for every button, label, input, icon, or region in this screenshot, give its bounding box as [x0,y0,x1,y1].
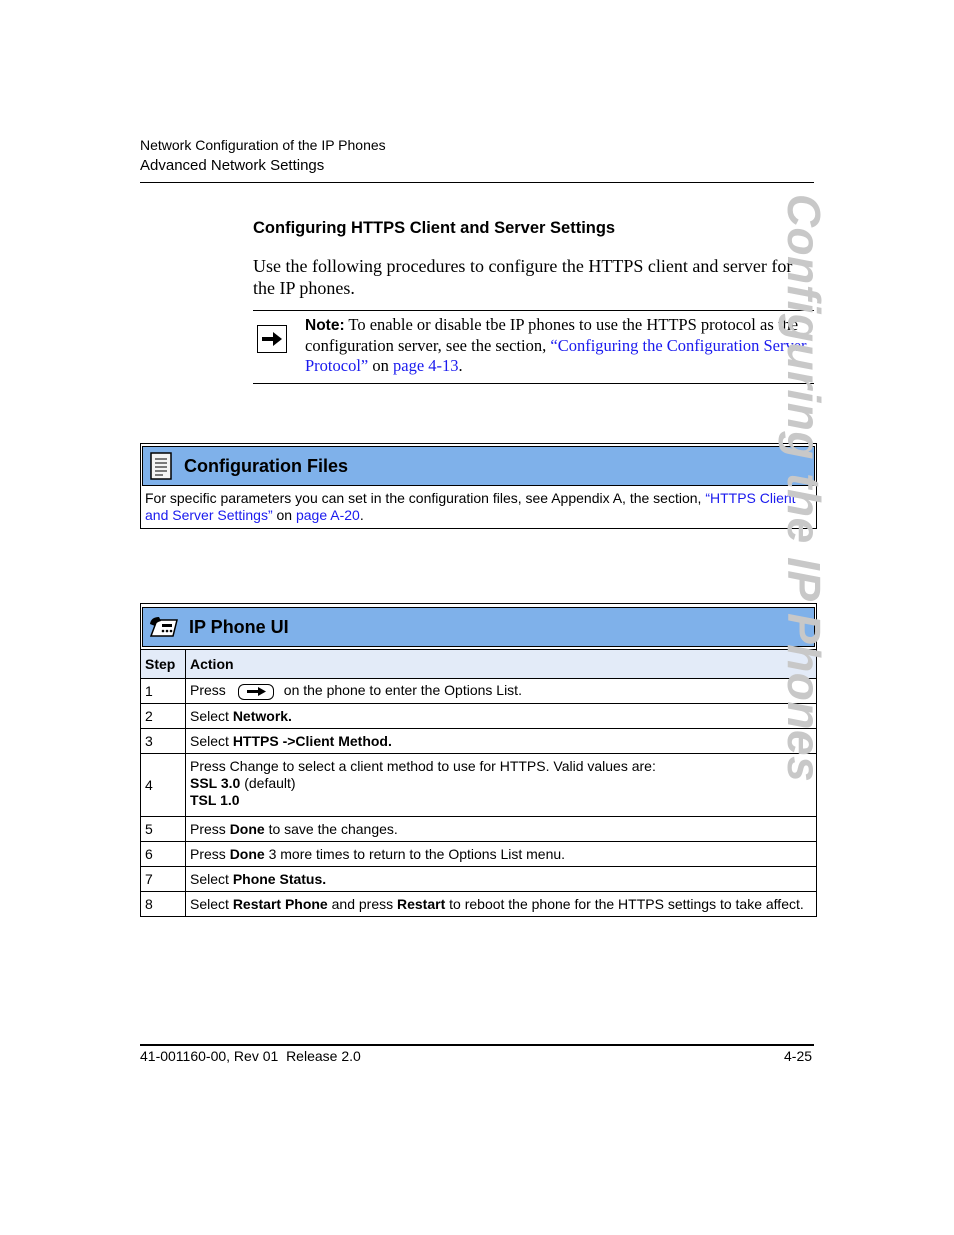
footer-doc-id: 41-001160-00, Rev 01 Release 2.0 [140,1048,361,1064]
arrow-right-icon [257,325,287,353]
config-files-link-page[interactable]: page A-20 [295,507,360,523]
note-rule-top [253,310,814,311]
config-files-body-end: . [359,507,364,523]
step-number: 4 [141,754,186,817]
action-bold: Done [229,821,265,837]
config-files-body-mid: on [272,507,296,523]
action-bold: Phone Status. [232,871,327,887]
step-number: 1 [141,679,186,704]
step-number: 3 [141,729,186,754]
table-row [141,754,817,817]
step-action [186,817,817,842]
step-action [186,867,817,892]
table-header-row [141,650,817,679]
option-ssl-default: (default) [240,775,296,791]
step-number: 7 [141,867,186,892]
action-text: on the phone to enter the Options List. [283,682,522,699]
intro-paragraph: Use the following procedures to configure the HTTPS client and server for the IP phones. [253,256,793,298]
side-chapter-title: Configuring the IP Phones [778,193,830,783]
note-body-mid: on [368,356,393,375]
table-row [141,704,817,729]
option-ssl: SSL 3.0 [190,775,241,791]
step-action [186,704,817,729]
note-body-end: . [458,356,463,375]
note-link-page[interactable]: page 4-13 [393,356,459,375]
step-number: 2 [141,704,186,729]
step-number: 8 [141,892,186,917]
note-rule-bottom [253,383,814,384]
header-rule [140,182,814,183]
action-text: Select [190,896,233,912]
action-bold: Network. [232,708,292,724]
footer-page-number: 4-25 [784,1048,813,1064]
header-chapter: Network Configuration of the IP Phones [140,137,386,153]
config-files-title-bar [142,446,815,486]
steps-table [140,649,817,917]
action-text: Select [190,708,233,724]
note-label: Note: [305,317,345,334]
header-section: Advanced Network Settings [140,157,325,174]
note-text [305,315,810,376]
action-bold: Restart Phone [232,896,328,912]
action-text: to save the changes. [264,821,398,837]
options-key-icon [238,684,274,700]
config-files-body: For specific parameters you can set in the configuration files, see Appendix A, the section, [145,490,706,506]
section-heading: Configuring HTTPS Client and Server Settings [253,219,616,237]
col-step-header: Step [141,650,186,679]
action-text: 3 more times to return to the Options List menu. [264,846,566,862]
step-action [186,729,817,754]
table-row [141,729,817,754]
table-row [141,892,817,917]
col-action-header: Action [186,650,817,679]
config-files-link-section[interactable]: “HTTPS Client and Server Settings” [145,490,796,523]
table-row [141,842,817,867]
option-tsl: TSL 1.0 [190,792,240,808]
table-row [141,867,817,892]
action-text: Press [190,846,230,862]
action-text: Press Change to select a client method to use for HTTPS. Valid values are: [190,758,656,774]
step-action [186,892,817,917]
ip-phone-ui-title: IP Phone UI [189,616,289,637]
action-text: Press [190,682,226,699]
action-text: and press [327,896,397,912]
step-action [186,754,817,817]
action-text: Select [190,871,233,887]
action-bold: Done [229,846,265,862]
step-action [186,842,817,867]
ip-phone-ui-title-bar [142,607,815,647]
action-text: Select [190,733,233,749]
action-text: to reboot the phone for the HTTPS settings to take affect. [445,896,804,912]
document-icon [149,451,173,481]
note-body: To enable or disable tbe IP phones to use the HTTPS protocol as the configuration server, see the section, [305,315,799,355]
step-number: 5 [141,817,186,842]
table-row [141,817,817,842]
config-files-title: Configuration Files [184,455,348,476]
step-number: 6 [141,842,186,867]
footer-rule [140,1044,814,1046]
phone-icon [147,614,181,640]
action-bold: Restart [397,896,446,912]
action-bold: HTTPS ->Client Method. [232,733,392,749]
note-link-section[interactable]: “Configuring the Configuration Server Protocol” [305,336,807,375]
config-files-text [145,490,809,524]
step-action [186,679,817,704]
action-text: Press [190,821,230,837]
table-row [141,679,817,704]
